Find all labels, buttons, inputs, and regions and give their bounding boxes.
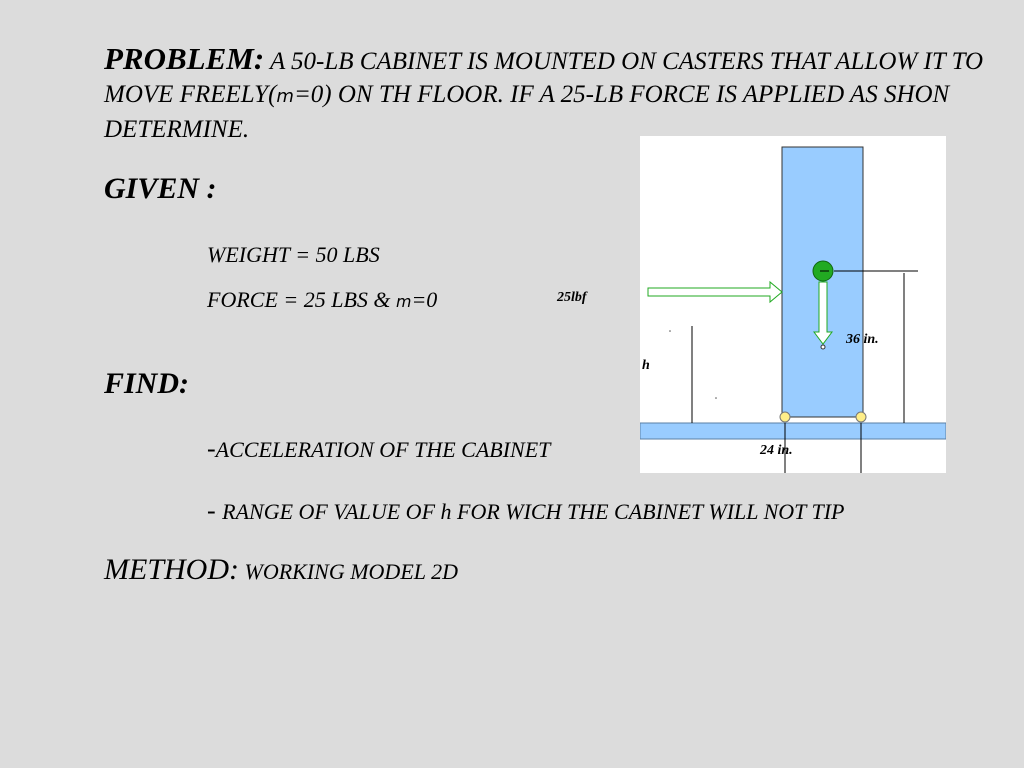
method-label: METHOD: (104, 553, 239, 586)
given-force (207, 287, 437, 313)
problem-statement (104, 42, 984, 146)
caster-right (856, 412, 866, 422)
caster-left (780, 412, 790, 422)
find-acceleration (207, 434, 550, 464)
force-label: 25lbf (557, 290, 587, 305)
given-mu-symbol: m (396, 292, 412, 311)
given-force-text: FORCE = 25 LBS & (207, 287, 397, 312)
method (104, 553, 458, 587)
problem-label: PROBLEM: (104, 41, 265, 76)
find-range-text: RANGE OF VALUE OF h FOR WICH THE CABINET WILL NOT TIP (222, 499, 845, 524)
diagram-dot (715, 397, 717, 399)
find-accel-text: ACCELERATION OF THE CABINET (215, 437, 551, 462)
problem-text-part2: =0) ON TH FLOOR. IF A 25-LB FORCE IS APPLIED AS SHON DETERMINE. (104, 81, 950, 143)
cabinet-diagram (640, 136, 946, 473)
mu-symbol: m (276, 86, 294, 107)
method-value: WORKING MODEL 2D (239, 559, 458, 584)
given-heading: GIVEN : (104, 172, 217, 205)
given-weight: WEIGHT = 50 LBS (207, 242, 380, 267)
find-accel-dash: - (207, 434, 216, 463)
force-arrow (648, 282, 782, 302)
weight-arrow-tip (821, 345, 825, 349)
find-heading: FIND: (104, 367, 190, 400)
find-range-dash: - (207, 496, 223, 525)
given-mu-value: =0 (411, 287, 438, 312)
h-label: h (642, 358, 650, 373)
diagram-dot (669, 330, 671, 332)
find-range (207, 496, 845, 526)
cabinet-diagram-svg (640, 136, 946, 473)
floor (640, 423, 946, 439)
width-label: 24 in. (760, 443, 793, 458)
problem-text-part1: A 50-LB CABINET IS MOUNTED ON CASTERS THAT ALLOW IT TO MOVE FREELY( (104, 48, 984, 108)
height-label: 36 in. (846, 332, 879, 347)
